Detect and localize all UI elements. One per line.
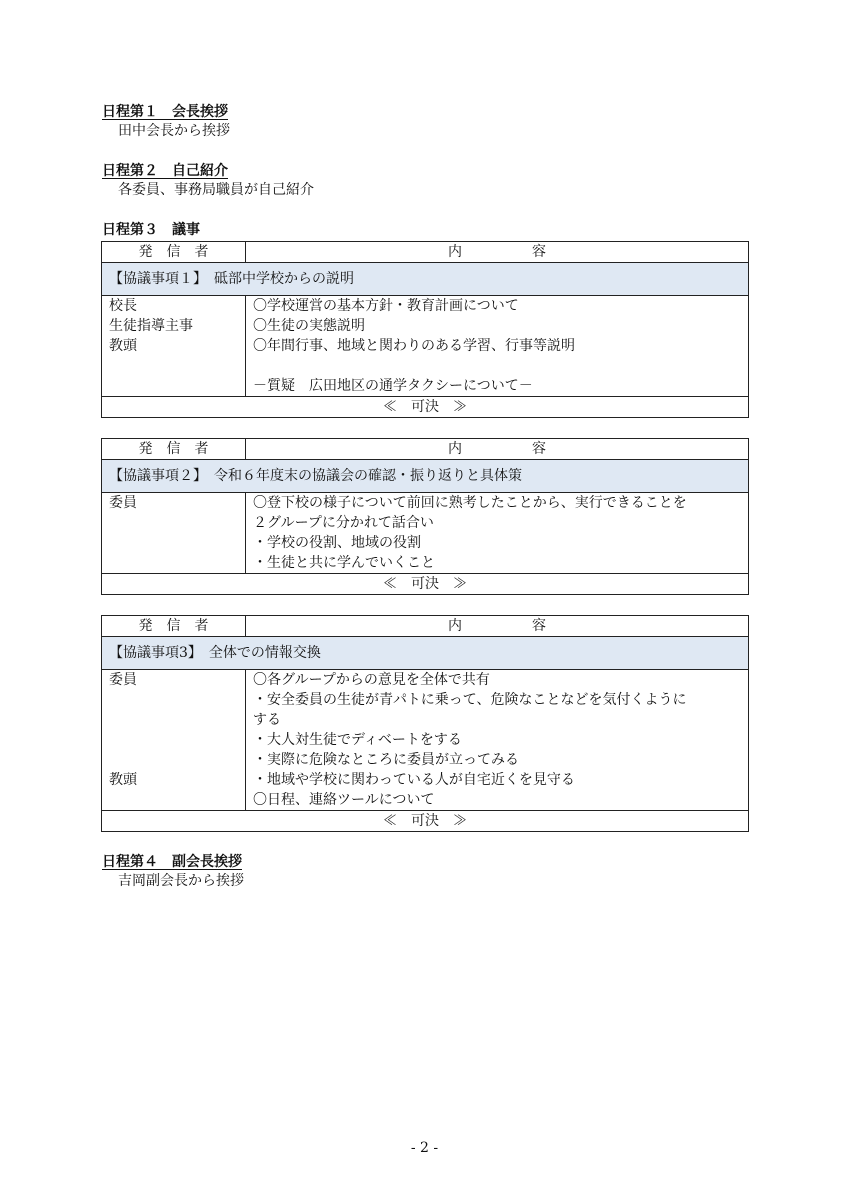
content-cell <box>246 296 749 397</box>
section-4-title: 日程第４ 副会長挨拶 <box>102 854 242 870</box>
sender-line: 生徒指導主事 <box>109 318 193 334</box>
section-2-title: 日程第２ 自己紹介 <box>102 163 228 179</box>
topic-title: 【協議事項２】 令和６年度末の協議会の確認・振り返りと具体策 <box>102 460 749 493</box>
sender-blank-line <box>109 710 238 730</box>
sender-line: 委員 <box>109 672 137 688</box>
header-content: 内 容 <box>246 439 749 460</box>
content-line: ・安全委員の生徒が青パトに乗って、危険なことなどを気付くように <box>253 692 687 708</box>
content-line: 〇年間行事、地域と関わりのある学習、行事等説明 <box>253 338 575 354</box>
page-number: - 2 - <box>410 1140 439 1156</box>
sender-blank-line <box>109 690 238 710</box>
header-content: 内 容 <box>246 616 749 637</box>
content-cell <box>246 670 749 811</box>
content-line: －質疑 広田地区の通学タクシーについて－ <box>253 378 533 394</box>
sender-line: 委員 <box>109 495 137 511</box>
sender-cell <box>102 670 246 811</box>
sender-cell <box>102 296 246 397</box>
content-line: 〇各グループからの意見を全体で共有 <box>253 672 490 688</box>
section-1-body: 田中会長から挨拶 <box>118 123 230 139</box>
section-4-body: 吉岡副会長から挨拶 <box>118 873 244 889</box>
section-1-title: 日程第１ 会長挨拶 <box>102 104 228 120</box>
header-sender: 発 信 者 <box>102 242 246 263</box>
topic-title: 【協議事項3】 全体での情報交換 <box>102 637 749 670</box>
content-line: ・大人対生徒でディベートをする <box>253 732 462 748</box>
section-2-body: 各委員、事務局職員が自己紹介 <box>118 182 314 198</box>
header-content: 内 容 <box>246 242 749 263</box>
agenda-table-1 <box>101 241 749 418</box>
content-line: ・生徒と共に学んでいくこと <box>253 555 435 571</box>
sender-blank-line <box>109 750 238 770</box>
vote-result: ≪ 可決 ≫ <box>102 574 749 595</box>
content-line: ・地域や学校に関わっている人が自宅近くを見守る <box>253 772 575 788</box>
content-line: 〇日程、連絡ツールについて <box>253 792 435 808</box>
content-line: ・実際に危険なところに委員が立ってみる <box>253 752 519 768</box>
sender-line: 教頭 <box>109 338 137 354</box>
content-line: ２グループに分かれて話合い <box>253 515 434 531</box>
content-line: 〇登下校の様子について前回に熟考したことから、実行できることを <box>253 495 687 511</box>
content-cell <box>246 493 749 574</box>
content-line: ・学校の役割、地域の役割 <box>253 535 421 551</box>
header-sender: 発 信 者 <box>102 439 246 460</box>
sender-line: 校長 <box>109 298 137 314</box>
section-3-title: 日程第３ 議事 <box>102 222 200 238</box>
content-line: する <box>253 712 281 728</box>
content-line: 〇学校運営の基本方針・教育計画について <box>253 298 519 314</box>
vote-result: ≪ 可決 ≫ <box>102 811 749 832</box>
sender-blank-line <box>109 730 238 750</box>
header-sender: 発 信 者 <box>102 616 246 637</box>
agenda-table-3 <box>101 615 749 832</box>
sender-line: 教頭 <box>109 772 137 788</box>
sender-cell <box>102 493 246 574</box>
content-line: 〇生徒の実態説明 <box>253 318 365 334</box>
vote-result: ≪ 可決 ≫ <box>102 397 749 418</box>
content-blank-line <box>253 356 741 376</box>
agenda-table-2 <box>101 438 749 595</box>
topic-title: 【協議事項１】 砥部中学校からの説明 <box>102 263 749 296</box>
